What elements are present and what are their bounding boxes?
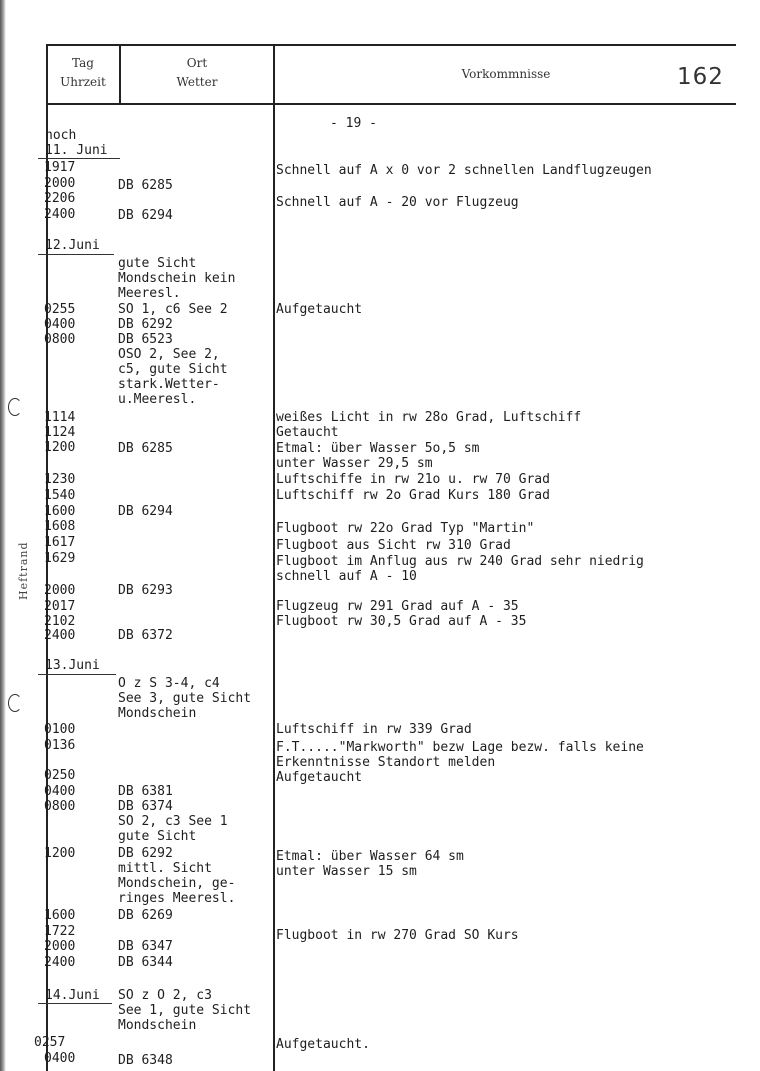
entry-time: 1629: [44, 551, 76, 566]
entry-weather: DB 6294: [118, 208, 173, 223]
entry-time: 1917: [44, 160, 76, 175]
day-rule: [38, 674, 116, 675]
entry-event: Flugboot rw 30,5 Grad auf A - 35: [276, 614, 527, 629]
column-rule-1: [119, 44, 121, 104]
entry-weather: DB 6285: [118, 178, 173, 193]
entry-time: 1600: [44, 908, 76, 923]
entry-time: 2400: [44, 207, 76, 222]
entry-weather: DB 6372: [118, 628, 173, 643]
entry-time: 2400: [44, 628, 76, 643]
header-vorkommnisse: Vorkommnisse: [461, 67, 551, 81]
header-tag-label: Tag: [72, 56, 94, 70]
punch-hole-mark: [8, 694, 22, 712]
entry-event: Flugboot in rw 270 Grad SO Kurs: [276, 928, 519, 943]
noch-label: noch: [45, 128, 77, 143]
entry-time: 0400: [44, 317, 76, 332]
entry-event: Aufgetaucht: [276, 770, 363, 785]
day-rule: [38, 254, 114, 255]
header-wetter-label: Wetter: [176, 75, 218, 89]
entry-weather: DB 6269: [118, 908, 173, 923]
entry-weather: O z S 3-4, c4 See 3, gute Sicht Mondschein: [118, 676, 252, 721]
entry-weather: DB 6294: [118, 504, 173, 519]
entry-time: 2000: [44, 939, 76, 954]
entry-event: Flugzeug rw 291 Grad auf A - 35: [276, 599, 519, 614]
entry-event: Aufgetaucht.: [276, 1037, 370, 1052]
entry-time: 1200: [44, 846, 76, 861]
header-uhrzeit-label: Uhrzeit: [60, 75, 106, 89]
entry-weather: DB 6348: [118, 1053, 173, 1068]
entry-time: 1617: [44, 535, 76, 550]
entry-time: 2017: [44, 599, 76, 614]
entry-time: 1722: [44, 924, 76, 939]
entry-time: 2400: [44, 955, 76, 970]
entry-weather: DB 6374 SO 2, c3 See 1 gute Sicht: [118, 799, 228, 844]
entry-weather: DB 6347: [118, 939, 173, 954]
entry-time: 0800: [44, 799, 76, 814]
punch-hole-mark: [8, 398, 22, 416]
entry-time: 1114: [44, 410, 76, 425]
header-bottom-rule: [46, 103, 736, 105]
entry-time: 0100: [44, 722, 76, 737]
entry-time: 0800: [44, 332, 76, 347]
entry-time: 1608: [44, 519, 76, 534]
header-ort-wetter: [122, 54, 272, 92]
entry-event: Schnell auf A - 20 vor Flugzeug: [276, 195, 519, 210]
entry-event: Aufgetaucht: [276, 302, 363, 317]
entry-time: 2206: [44, 191, 76, 206]
entry-event: Etmal: über Wasser 5o,5 sm unter Wasser 29,5 sm: [276, 441, 480, 471]
day-label: 14.Juni: [45, 988, 100, 1003]
entry-event: F.T....."Markworth" bezw Lage bezw. falls keine Erkenntnisse Standort melden: [276, 740, 644, 770]
entry-time: 1540: [44, 488, 76, 503]
entry-time: 0255: [44, 302, 76, 317]
entry-weather: DB 6293: [118, 583, 173, 598]
entry-time: 1200: [44, 440, 76, 455]
margin-label: Heftrand: [17, 541, 30, 600]
day-label: 12.Juni: [45, 238, 100, 253]
entry-event: Flugboot aus Sicht rw 310 Grad: [276, 538, 511, 553]
entry-time: 2102: [44, 614, 76, 629]
entry-time: 0136: [44, 738, 76, 753]
entry-event: Luftschiffe in rw 21o u. rw 70 Grad: [276, 472, 550, 487]
entry-time: 0257: [34, 1035, 66, 1050]
entry-weather: DB 6292 mittl. Sicht Mondschein, ge- ringes Meeresl.: [118, 846, 236, 906]
entry-time: 0250: [44, 768, 76, 783]
entry-event: Luftschiff rw 2o Grad Kurs 180 Grad: [276, 488, 550, 503]
entry-time: 1600: [44, 504, 76, 519]
entry-event: Flugboot rw 22o Grad Typ "Martin": [276, 521, 535, 536]
header-ort-label: Ort: [186, 56, 208, 70]
day-label: 13.Juni: [45, 658, 100, 673]
page-number: 162: [677, 64, 724, 90]
entry-weather: DB 6292: [118, 317, 173, 332]
entry-weather: DB 6381: [118, 784, 173, 799]
entry-time: 0400: [44, 1051, 76, 1066]
entry-event: Schnell auf A x 0 vor 2 schnellen Landflugzeugen: [276, 163, 652, 178]
entry-event: Luftschiff in rw 339 Grad: [276, 722, 472, 737]
entry-weather: gute Sicht Mondschein kein Meeresl.: [118, 256, 236, 301]
entry-event: Etmal: über Wasser 64 sm unter Wasser 15 sm: [276, 849, 464, 879]
entry-time: 1230: [44, 472, 76, 487]
day-rule: [38, 1003, 112, 1004]
entry-time: 0400: [44, 784, 76, 799]
entry-event: weißes Licht in rw 28o Grad, Luftschiff: [276, 410, 582, 425]
entry-weather: SO 1, c6 See 2: [118, 302, 228, 317]
day-label: 11. Juni: [45, 143, 108, 158]
day-rule: [38, 158, 120, 159]
binding-edge: [0, 0, 6, 1071]
entry-time: 1124: [44, 425, 76, 440]
entry-weather: DB 6285: [118, 441, 173, 456]
entry-weather: DB 6344: [118, 955, 173, 970]
entry-event: Flugboot im Anflug aus rw 240 Grad sehr niedrig schnell auf A - 10: [276, 554, 644, 584]
entry-time: 2000: [44, 583, 76, 598]
entry-event: Getaucht: [276, 425, 339, 440]
year-marker: - 19 -: [330, 116, 377, 131]
header-tag-uhrzeit: [50, 54, 116, 92]
entry-weather: SO z O 2, c3 See 1, gute Sicht Mondschein: [118, 988, 252, 1033]
header-top-rule: [46, 44, 736, 46]
entry-weather: DB 6523 OSO 2, See 2, c5, gute Sicht stark.Wetter- u.Meeresl.: [118, 332, 228, 407]
entry-time: 2000: [44, 176, 76, 191]
